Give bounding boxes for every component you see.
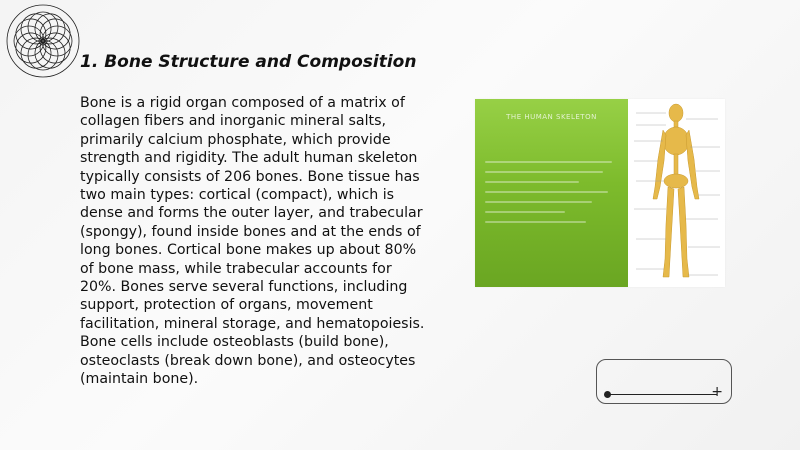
figure-text-lines — [485, 161, 619, 231]
figure-green-panel — [475, 99, 628, 287]
filled-dot-icon[interactable] — [604, 391, 611, 398]
skeleton-figure — [475, 99, 725, 287]
slide-body-text: Bone is a rigid organ composed of a matrix of collagen fibers and inorganic mineral salts, primarily calcium phosphate, which provide strength and rigidity. The adult human skeleton typically consists of 206 bones. Bone tissue has two main types: cortical (compact), which is dense and forms the outer layer, and trabecular (spongy), found inside bones and at the ends of long bones. Cortical bone makes up about 80% of bone mass, while trabecular accounts for 20%. Bones serve several functions, including support, protection of organs, movement facilitation, mineral storage, and hematopoiesis. Bone cells include osteoblasts (build bone), osteoclasts (break down bone), and osteocytes (maintain bone). — [80, 95, 425, 388]
slide-title: 1. Bone Structure and Composition — [80, 52, 417, 72]
ink-track-line — [608, 394, 717, 395]
skeleton-image — [628, 99, 725, 287]
interlocking-circles-logo-icon — [4, 2, 82, 80]
ink-input-box[interactable] — [596, 359, 732, 404]
skeleton-icon — [628, 99, 725, 287]
plus-icon[interactable]: + — [711, 384, 723, 400]
figure-heading: THE HUMAN SKELETON — [506, 113, 597, 121]
